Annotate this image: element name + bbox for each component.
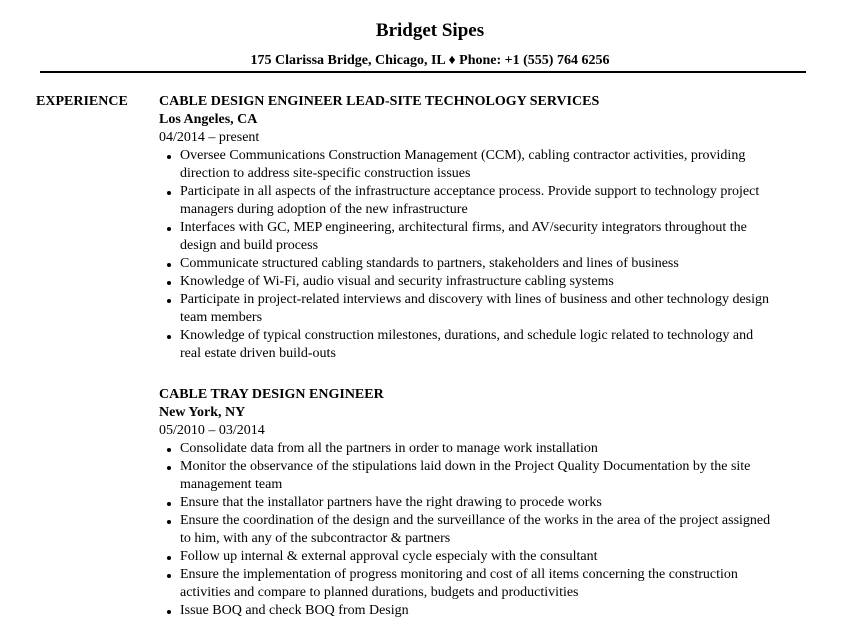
job-entry [159, 386, 839, 620]
bullet-text-line: management team [180, 477, 283, 492]
bullet-item [159, 512, 839, 548]
candidate-name: Bridget Sipes [375, 20, 485, 41]
bullet-text-line: Follow up internal & external approval cycle especialy with the consultant [180, 549, 598, 564]
bullet-text-line: Participate in project-related interviews and discovery with lines of business and other technology design [180, 292, 770, 307]
bullet-text-line: design and build process [180, 238, 319, 253]
bullet-item [159, 494, 839, 512]
bullet-item [159, 273, 839, 291]
bullet-item [159, 291, 839, 327]
job-entry [159, 93, 839, 363]
bullet-text-line: Ensure the implementation of progress monitoring and cost of all items concerning the construction [180, 567, 738, 582]
bullet-text-line: Ensure that the installator partners have the right drawing to procede works [180, 495, 602, 510]
bullet-text-line: team members [180, 310, 263, 325]
header-divider [40, 71, 806, 73]
bullet-text-line: direction to address site-specific construction issues [180, 166, 471, 181]
bullet-item [159, 219, 839, 255]
bullet-item [159, 458, 839, 494]
bullet-text-line: Issue BOQ and check BOQ from Design [180, 603, 409, 618]
job-dates: 04/2014 – present [159, 130, 260, 145]
bullet-item [159, 602, 839, 620]
bullet-text-line: Communicate structured cabling standards to partners, stakeholders and lines of business [180, 256, 679, 271]
bullet-text-line: Oversee Communications Construction Management (CCM), cabling contractor activities, providing [180, 148, 746, 163]
bullet-item [159, 183, 839, 219]
job-title: CABLE DESIGN ENGINEER LEAD-SITE TECHNOLOGY SERVICES [159, 94, 600, 109]
bullet-text-line: managers during adoption of the new infrastructure [180, 202, 468, 217]
bullet-text-line: activities and compare to planned durations, budgets and productivities [180, 585, 579, 600]
bullet-item [159, 255, 839, 273]
job-bullets [159, 440, 839, 620]
bullet-text-line: Knowledge of typical construction milestones, durations, and schedule logic related to technology and [180, 328, 754, 343]
job-dates: 05/2010 – 03/2014 [159, 423, 265, 438]
bullet-text-line: Knowledge of Wi-Fi, audio visual and security infrastructure cabling systems [180, 274, 614, 289]
bullet-text-line: Participate in all aspects of the infrastructure acceptance process. Provide support to technology project [180, 184, 760, 199]
bullet-text-line: Ensure the coordination of the design and the surveillance of the works in the area of the project assigned [180, 513, 771, 528]
bullet-text-line: Monitor the observance of the stipulations laid down in the Project Quality Documentation by the site [180, 459, 751, 474]
bullet-text-line: to him, with any of the subcontractor & partners [180, 531, 451, 546]
bullet-text-line: Consolidate data from all the partners in order to manage work installation [180, 441, 598, 456]
bullet-item [159, 147, 839, 183]
bullet-item [159, 548, 839, 566]
job-title: CABLE TRAY DESIGN ENGINEER [159, 387, 384, 402]
contact-info: 175 Clarissa Bridge, Chicago, IL ♦ Phone: +1 (555) 764 6256 [250, 53, 610, 68]
job-bullets [159, 147, 839, 363]
bullet-item [159, 327, 839, 363]
bullet-item [159, 566, 839, 602]
section-title-experience: EXPERIENCE [36, 94, 128, 109]
bullet-text-line: real estate driven build-outs [180, 346, 336, 361]
bullet-item [159, 440, 839, 458]
job-location: New York, NY [159, 405, 246, 420]
bullet-text-line: Interfaces with GC, MEP engineering, architectural firms, and AV/security integrators throughout the [180, 220, 747, 235]
job-location: Los Angeles, CA [159, 112, 258, 127]
